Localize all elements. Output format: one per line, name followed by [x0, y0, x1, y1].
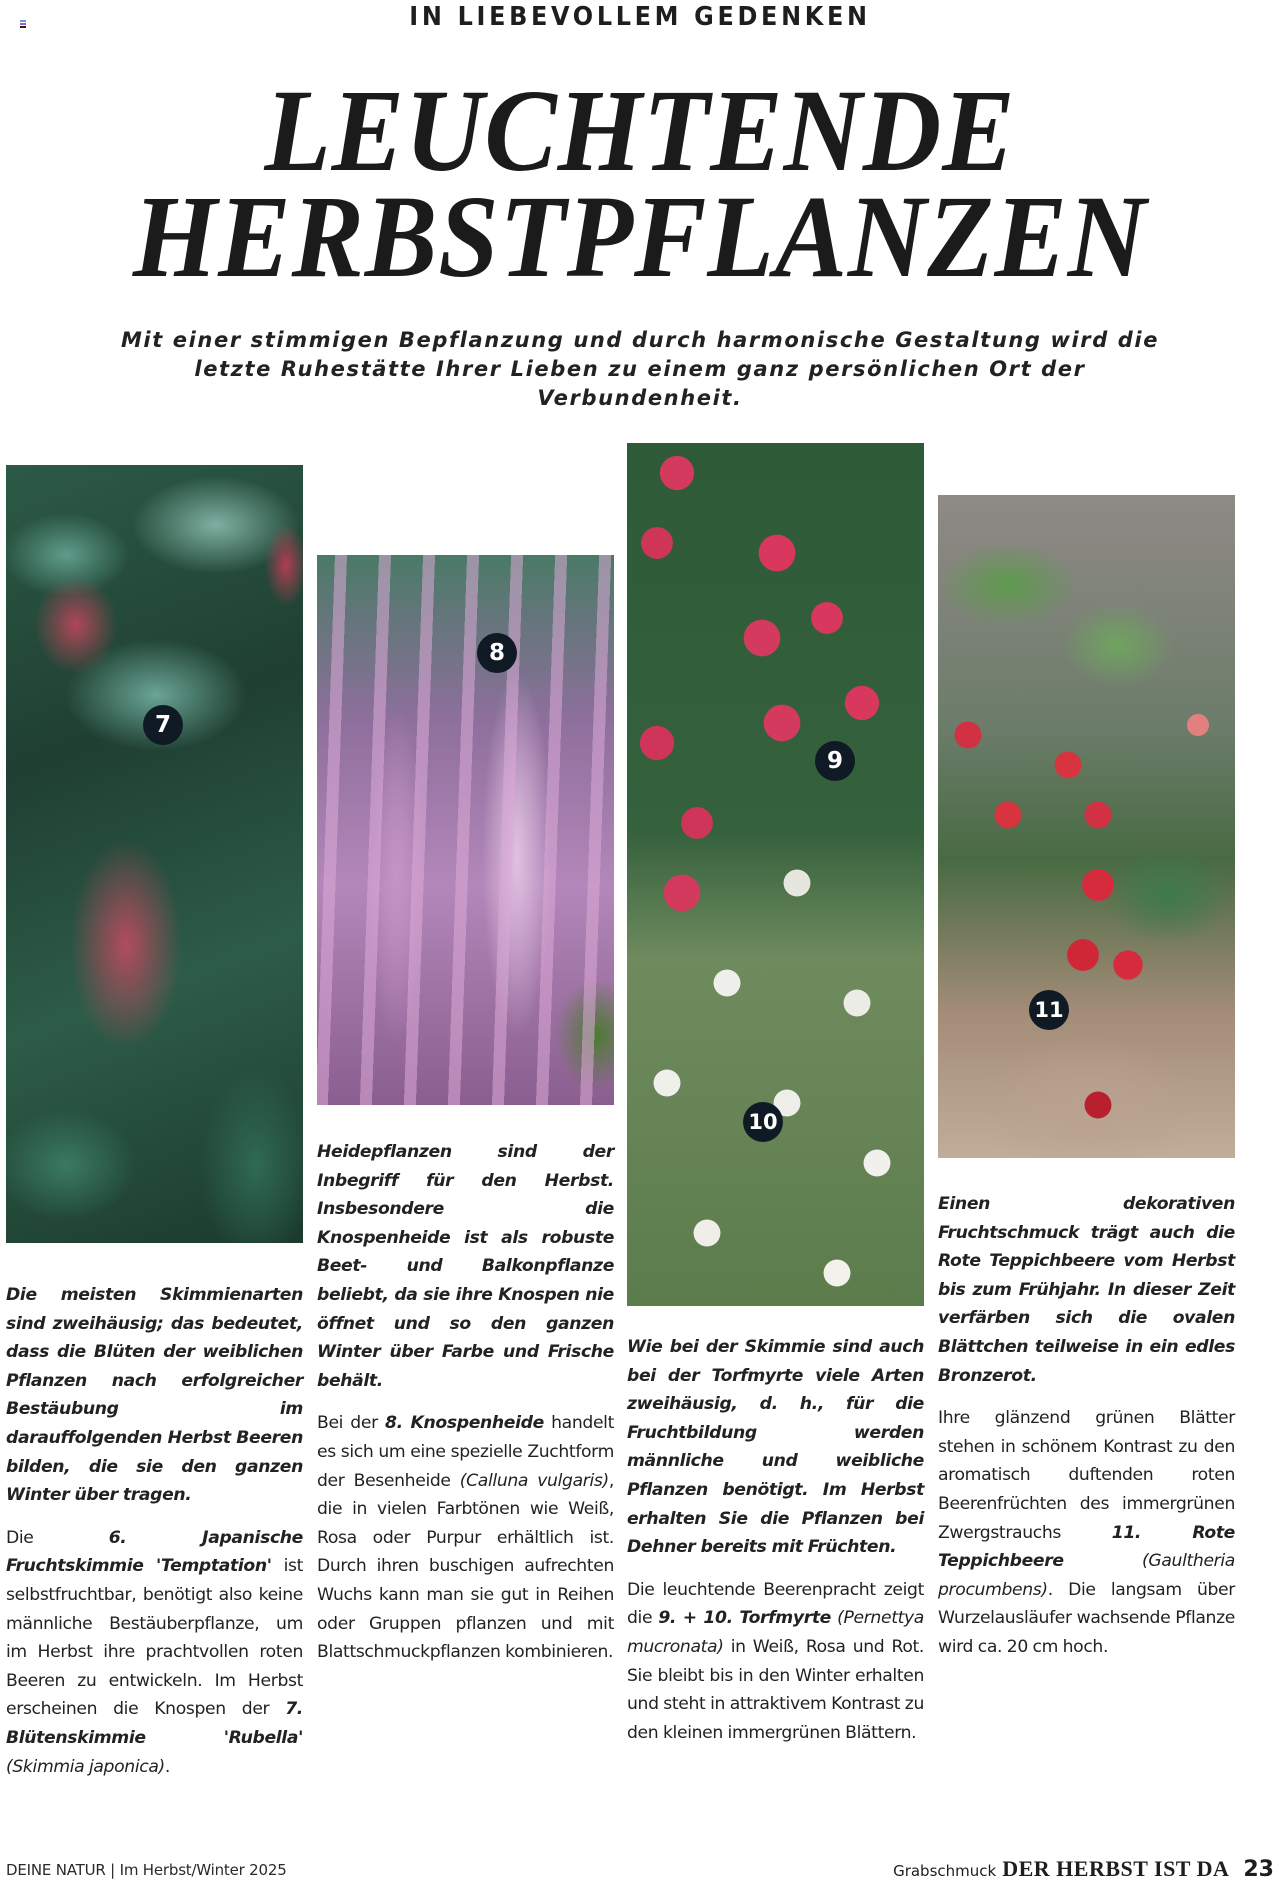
number-badge-7: 7 — [143, 705, 183, 745]
print-registration-marks — [20, 20, 26, 29]
headline-line-2: HERBSTPFLANZEN — [132, 171, 1148, 302]
column-3-lead: Wie bei der Skimmie sind auch bei der Torfmyrte viele Arten zweihäusig, d. h., für die Fruchtbildung werden männliche und weibliche Pflanzen benötigt. Im Herbst erhalten Sie die Pflanzen bei Dehner bereits mit Früchten. — [627, 1337, 924, 1558]
column-1-body: Die 6. Japanische Fruchtskimmie 'Temptation' ist selbstfruchtbar, benötigt also keine männliche Bestäuberpflanze, um im Herbst ihre prachtvollen roten Beeren zu entwickeln. Im Herbst erscheinen die Knospen der 7. Blütenskimmie 'Rubella' (Skimmia japonica). — [6, 1527, 303, 1777]
intro-line-1: Mit einer stimmigen Bepflanzung und durch harmonische Gestaltung wird die — [120, 328, 1160, 352]
footer-series-title: DER HERBST IST DA — [1002, 1856, 1230, 1881]
intro-line-2: letzte Ruhestätte Ihrer Lieben zu einem ganz persönlichen Ort der Verbundenheit. — [194, 357, 1086, 410]
column-4-lead: Einen dekorativen Fruchtschmuck trägt auch die Rote Teppichbeere vom Herbst bis zum Frühjahr. In dieser Zeit verfärben sich die ovalen Blättchen teilweise in ein edles Bronzerot. — [938, 1194, 1235, 1386]
text-column-3 — [627, 1333, 924, 1759]
column-1-lead: Die meisten Skimmienarten sind zweihäusig; das bedeutet, dass die Blüten der weiblichen Pflanzen nach erfolgreicher Bestäubung im darauffolgenden Herbst Beeren bilden, die sie den ganzen Winter über tragen. — [6, 1285, 303, 1506]
text-column-4 — [938, 1190, 1235, 1674]
text-column-2 — [317, 1138, 614, 1679]
number-badge-9: 9 — [815, 741, 855, 781]
footer-section: Grabschmuck — [893, 1862, 997, 1880]
section-kicker: IN LIEBEVOLLEM GEDENKEN — [409, 2, 871, 32]
photo-heather — [317, 555, 614, 1105]
text-column-1 — [6, 1281, 303, 1793]
number-badge-8: 8 — [477, 633, 517, 673]
number-badge-10: 10 — [743, 1102, 783, 1142]
intro-text — [100, 326, 1180, 413]
column-2-body: Bei der 8. Knospenheide handelt es sich um eine spezielle Zuchtform der Besenheide (Calluna vulgaris), die in vielen Farbtönen wie Weiß, Rosa oder Purpur erhältlich ist. Durch ihren buschigen aufrechten Wuchs kann man sie gut in Reihen oder Gruppen pflanzen und mit Blattschmuckpflanzen kombinieren. — [317, 1413, 614, 1663]
photo-pernettya — [627, 443, 924, 1306]
page-number: 23 — [1243, 1857, 1274, 1882]
column-4-body: Ihre glänzend grünen Blätter stehen in schönem Kontrast zu den aromatisch duftenden roten Beerenfrüchten des immergrünen Zwergstrauchs 11. Rote Teppichbeere (Gaultheria procumbens). Die langsam über Wurzelausläufer wachsende Pflanze wird ca. 20 cm hoch. — [938, 1408, 1235, 1657]
photo-gaultheria — [938, 495, 1235, 1158]
number-badge-11: 11 — [1029, 990, 1069, 1030]
footer-folio — [893, 1856, 1274, 1882]
column-2-lead: Heidepflanzen sind der Inbegriff für den Herbst. Insbesondere die Knospenheide ist als robuste Beet- und Balkonpflanze beliebt, da sie ihre Knospen nie öffnet und so den ganzen Winter über Farbe und Frische behält. — [317, 1142, 614, 1391]
column-3-body: Die leuchtende Beerenpracht zeigt die 9. + 10. Torfmyrte (Pernettya mucronata) in Weiß, Rosa und Rot. Sie bleibt bis in den Winter erhalten und steht in attraktivem Kontrast zu den kleinen immergrünen Blättern. — [627, 1579, 924, 1743]
headline-line-1: LEUCHTENDE — [264, 65, 1016, 196]
footer-publication: DEINE NATUR | Im Herbst/Winter 2025 — [6, 1861, 287, 1879]
photo-skimmia — [6, 465, 303, 1243]
